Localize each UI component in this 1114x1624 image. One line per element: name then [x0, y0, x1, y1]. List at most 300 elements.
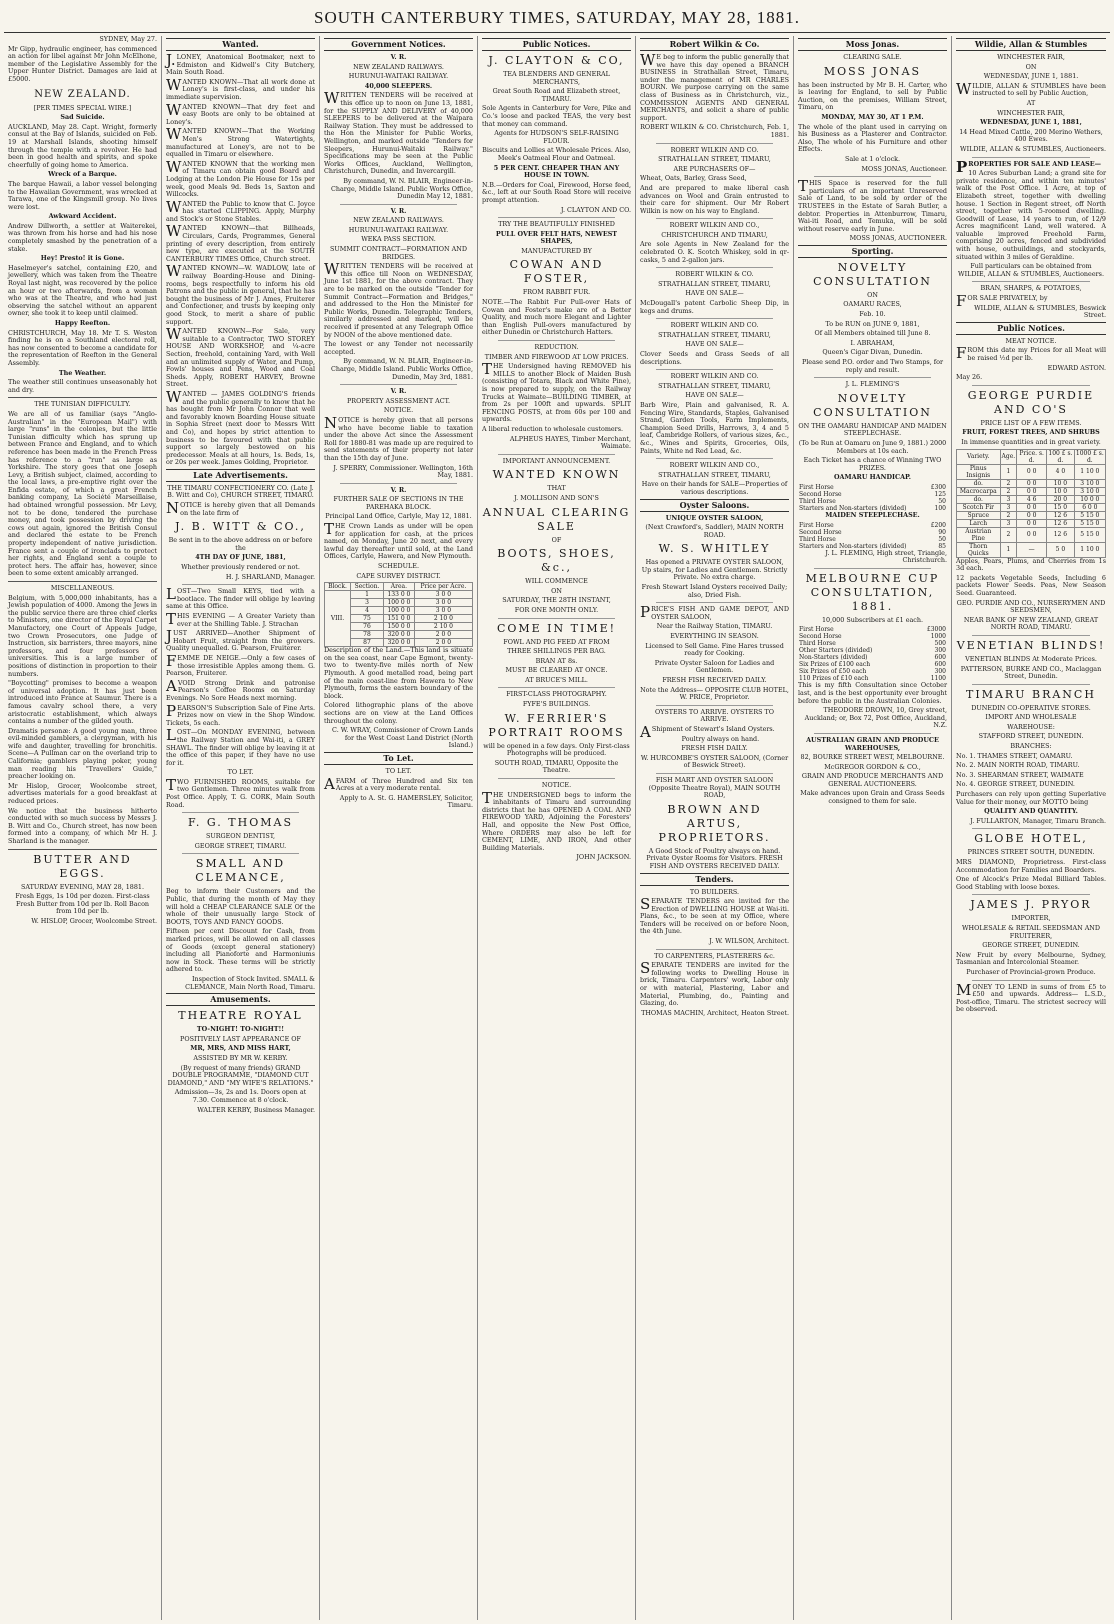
ad-text: (By request of many friends) GRAND DOUBLE PROGRAMME, "DIAMOND CUT DIAMOND," AND "MY WIFE'S RELATIONS." [167, 1063, 314, 1087]
ad-text: Make advances upon Grain and Grass Seeds consigned to them for sale. [800, 789, 945, 806]
ad-text: AT BRUCE'S MILL. [525, 675, 588, 684]
ad-text: ON [867, 290, 878, 299]
table-cell: First Horse [799, 521, 834, 529]
divider [656, 949, 773, 950]
ad-text: Be sent in to the above address on or before the [168, 536, 313, 552]
table-cell: Larch [957, 519, 1001, 527]
table-cell: First Horse [799, 626, 834, 634]
ad-title: TIMBER AND FIREWOOD AT LOW PRICES. [484, 352, 629, 361]
ad-text: WANTED KNOWN—That dry feet and easy Boots are only to be obtained at Loney's. [166, 100, 315, 126]
table-cell: 0 0 [1017, 527, 1047, 542]
ad-text: BRANCHES: [1010, 742, 1052, 751]
table-row [798, 661, 947, 668]
ad-text: 10 Acres Suburban Land; a grand site for private residence, and within ten minutes' walk of the Post Office. 1 Acre, at top of Elizabeth street, together with dwelling house. 1 Section in Regent street, off North street, together with 5-roomed dwelling. Goodwill of Lease, 14 years to run, of 12/9 Acres magnificent Land, well watered. A valuable improved Freehold Farm, comprising 20 acres, fenced and subdivided with house, outbuildings, and stockyards, situated within 3 miles of Geraldine. [956, 169, 1106, 261]
table-row [325, 591, 473, 599]
table-cell: 0 0 [1017, 464, 1047, 479]
table-cell: — [1017, 542, 1047, 557]
ad-title: PRICE'S FISH AND GAME DEPOT, AND OYSTER SALOON, [640, 603, 789, 622]
ad-text: TWO FURNISHED ROOMS, suitable for two Gentlemen. Three minutes walk from Post Office. Apply, T. G. CORK, Main South Road. [166, 775, 315, 809]
ad-text: VENETIAN BLINDS At Moderate Prices. [965, 654, 1097, 663]
ad-text: Admission—3s, 2s and 1s. Doors open at 7.30. Commence at 8 o'clock. [174, 1088, 307, 1104]
ad-title: COWAN AND FOSTER, [509, 258, 604, 286]
land-schedule-table [324, 582, 473, 647]
ad-signature: J. FULLARTON, Manager, Timaru Branch. [970, 816, 1106, 825]
table-cell: 78 [350, 631, 383, 639]
ad-signature: PATTERSON, BURKE AND CO., Maclaggan Street, Dunedin. [960, 664, 1102, 681]
ad-title: FIRST-CLASS PHOTOGRAPHY. [506, 690, 607, 699]
ad-text: PULL OVER FELT HATS, NEWEST SHAPES, [495, 229, 618, 246]
ad-title: THE TIMARU CONFECTIONERY CO. (Late J. B. Witt and Co), CHURCH STREET, TIMARU. [167, 483, 314, 500]
table-row [798, 654, 947, 661]
ad-text: THIS EVENING — A Greater Variety than ever at the Shilling Table. J. Strachan [166, 610, 315, 628]
ad-text: EVERYTHING IN SEASON. [670, 632, 759, 641]
ad-text: will be opened in a few days. Only First-class Photographs will be produced. [483, 741, 630, 758]
ad-text: has been instructed by Mr B. H. Carter, who is leaving for England, to sell by Public Auction, on the premises, William Street, Timaru, on [798, 80, 947, 112]
ad-text: WE beg to inform the public generally that we have this day opened a BRANCH BUSINESS in Strathallan Street, Timaru, under the management of MR CHARLES BOURN. We purpose carrying on the same class of Business as in Christchurch, viz., COMMISSION AGENTS AND GENERAL MERCHANTS, and solicit a share of public support. [640, 51, 789, 122]
article-paragraph: Belgium, with 5,000,000 inhabitants, has a Jewish population of 4000. Among the Jews in the public service there are three chief clerks to Ministers, one director of the Royal Carpet Manufactory, one Court of Appeals Judge, two Crown Prosecutors, one Judge of Instruction, six barristers, three mayors, nine professors, and four professors of universities. This is a large number of positions of distinction in proportion to their numbers. [8, 593, 158, 678]
table-cell: 2 [1000, 487, 1017, 495]
ad-text: 14 Head Mixed Cattle, 200 Merino Wethers, 400 Ewes. [959, 127, 1103, 144]
ad-text: HAVE ON SALE— [685, 391, 744, 400]
table-row [957, 495, 1106, 503]
table-cell: 600 [934, 661, 946, 669]
notice-title: WEKA PASS SECTION. [361, 235, 436, 244]
table-cell: 4 [350, 607, 383, 615]
table-cell: 0 0 [1017, 511, 1047, 519]
ad-text: Barb Wire, Plain and galvanised, R. A. Fencing Wire, Standards, Staples, Galvanised Strand, Garden Tools, Farm Implements, Champion Seed Drills, Harrows, 3, 4 and 5 leaf, Cambridge Rollers, of various sizes, &c., &c., Wines and Spirits, Groceries, Oils, Paints, White nd Red Lead, &c. [640, 400, 789, 455]
column-news [4, 36, 162, 1620]
ad-text: ON [551, 586, 562, 595]
table-cell: 10 0 [1047, 479, 1074, 487]
table-cell: 100 0 0 [384, 607, 415, 615]
ad-text: SEPARATE TENDERS are invited for the Erection of DWELLING HOUSE at Wai-iti. Plans, &c., to be seen at my Office, where Tenders will be received on or before Noon, the 4th June. [640, 895, 789, 936]
wire-credit: [PER TIMES SPECIAL WIRE.] [33, 103, 132, 112]
ad-text: AVOID Strong Drink and patronise Pearson's Coffee Rooms on Saturday Evenings. No Sore Heads next morning. [166, 676, 315, 702]
ad-title: ROBERT WILKIN AND CO., [669, 461, 760, 470]
ad-text: Whether previously rendered or not. [181, 563, 300, 572]
table-cell: 500 [934, 640, 946, 648]
ad-title: ROBERT WILKIN AND CO. [670, 145, 759, 154]
ad-text: WANTED KNOWN—That all work done at Loney's is first-class, and under his immediate supervision. [166, 75, 315, 101]
divider [656, 267, 773, 268]
table-row [798, 626, 947, 633]
ad-text: WILDIE, ALLAN & STUMBLES have been instructed to sell by Public Auction, [956, 79, 1106, 98]
ad-text: WAREHOUSE: [1007, 722, 1055, 731]
ad-title: WINCHESTER FAIR, [997, 53, 1065, 61]
table-cell: 10 0 0 [1074, 495, 1105, 503]
ad-text: (To be Run at Oamaru on June 9, 1881.) 2000 Members at 10s each. [798, 439, 947, 455]
ad-title: TO BUILDERS. [689, 887, 740, 896]
ad-title: BUTTER AND EGGS. [33, 852, 132, 880]
table-cell: 10 0 [1047, 487, 1074, 495]
ad-title: DUNEDIN CO-OPERATIVE STORES. [971, 703, 1091, 712]
section-title: NEW ZEALAND. [34, 88, 131, 100]
table-row [957, 542, 1106, 557]
table-cell: Second Horse [799, 528, 842, 536]
ad-title: McGREGOR GORDON & CO., [824, 762, 921, 771]
table-cell: Third Horse [799, 640, 836, 648]
table-cell: 5 15 0 [1074, 519, 1105, 527]
divider [814, 377, 931, 378]
table-header-cell: Price. s. d. [1017, 449, 1047, 464]
ad-text: WANTED KNOWN—For Sale, very suitable to a Contractor, TWO STOREY HOUSE AND WORKSHOP, and ¼-acre Section, freehold, containing Yard, with Well and an unlimited supply of Water, and Pump, Fowls' houses and Pens, Wood and Coal Sheds. Apply, ROBERT HARVEY, Browne Street. [166, 325, 315, 389]
section-header: Wanted. [166, 38, 315, 51]
notice-text: The lowest or any Tender not necessarily accepted. [324, 340, 473, 356]
notice-text: NOTICE is hereby given that all persons who have become liable to taxation under the above Act since the Assessment Roll for 1880-81 was made up are required to send statements of their property not later than the 15th day of June. [324, 413, 473, 462]
table-cell: Spruce [957, 511, 1001, 519]
ad-text: N.B.—Orders for Coal, Firewood, Horse feed, &c., left at our South Road Store will receive prompt attention. [482, 180, 631, 204]
ad-text: OAMARU RACES, [843, 300, 902, 309]
ad-address: 82, BOURKE STREET WEST, MELBOURNE. [800, 753, 945, 762]
table-cell: 2 10 0 [414, 623, 472, 631]
notice-title: SUMMIT CONTRACT—FORMATION AND BRIDGES. [330, 245, 467, 261]
divider [972, 828, 1090, 829]
ad-text: Are sole Agents in New Zealand for the celebrated O. K. Scotch Whiskey, sold in qr-casks, 5 and 2-gallon jars. [640, 240, 789, 264]
ad-address: (Next Crawford's, Saddler), MAIN NORTH ROAD. [645, 523, 784, 539]
ad-text: ON [1025, 62, 1037, 71]
table-cell: 3 0 0 [414, 607, 472, 615]
ad-signature: W. HURCOMBE'S OYSTER SALOON, (Corner of Beswick Street). [640, 753, 789, 770]
ad-text: PEARSON'S Subscription Sale of Fine Arts. Prizes now on view in the Shop Window. Tickets, 5s each. [166, 701, 315, 727]
price-list-table [956, 449, 1106, 558]
divider [340, 204, 457, 205]
ad-text: ASSISTED BY MR W. KERBY. [193, 1053, 288, 1062]
table-cell: 3 [1000, 495, 1017, 503]
table-title: SCHEDULE. [378, 562, 419, 571]
ad-date: MONDAY, MAY 30, AT 1 P.M. [821, 112, 924, 121]
table-row [798, 491, 947, 498]
ad-signature: J. L. FLEMING, High street, Triangle, Christchurch. [825, 548, 947, 565]
ad-title: TO LET. [385, 766, 412, 775]
table-row [798, 536, 947, 543]
article-paragraph: Mr Hislop, Grocer, Woolcombe street, advertises materials for a good breakfast at reduced prices. [8, 781, 157, 806]
news-paragraph: CHRISTCHURCH, May 18. Mr T. S. Weston finding he is on a Southland electoral roll, has now consented to become a candidate for the representation of Reefton in the General Assembly. [8, 328, 157, 367]
ad-text: NOTE.—The Rabbit Fur Pull-over Hats of Cowan and Foster's make are of a Better Quality, and much more Elegant and Lighter than English Pull-overs manufactured by either Dunedin or Christchurch Hatters. [482, 298, 631, 337]
news-headline: Happy Reefton. [54, 319, 111, 327]
ad-text: WHOLESALE & RETAIL SEEDSMAN AND FRUITERER, [961, 923, 1101, 940]
ad-address: STRATHALLAN STREET, TIMARU, [658, 279, 771, 288]
table-header-cell: Area. [384, 583, 415, 591]
table-row [798, 647, 947, 654]
table-row [957, 511, 1106, 519]
table-cell: 125 [934, 490, 946, 498]
table-cell: 90 [938, 528, 946, 536]
ad-text: Each Ticket has a chance of Winning TWO PRIZES. [803, 456, 942, 472]
masthead-rule [4, 32, 1110, 33]
ad-text: MAIDEN STEEPLECHASE. [825, 510, 920, 519]
ad-title: VENETIAN BLINDS! [956, 638, 1106, 652]
ad-signature: W. HISLOP, Grocer, Woolcombe Street. [31, 916, 157, 925]
ad-text: FYFE'S BUILDINGS. [522, 700, 591, 709]
column-wildie [952, 36, 1110, 1620]
table-cell: 600 [934, 654, 946, 662]
ad-title: PROPERTIES FOR SALE AND LEASE— [956, 157, 1102, 176]
notice-text: WRITTEN TENDERS will be received at this office till Noon on WEDNESDAY, June 1st 1881, for the above contract. They are to be marked on the outside "Tender for Summit Contract—Formation and Bridges," and addressed to the Hon the Minister for Public Works, Dunedin. Telegraphic Tenders, similarly addressed and marked, will be received if presented at any Telegraph Office by NOON of the above mentioned date. [324, 260, 473, 339]
table-cell: 0 0 [1017, 479, 1047, 487]
ad-title: TO CARPENTERS, PLASTERERS &c. [654, 951, 775, 960]
divider [972, 635, 1090, 636]
table-cell: 1 10 0 [1074, 542, 1105, 557]
section-header: Public Notices. [956, 322, 1106, 335]
ad-text: LOST—On MONDAY EVENING, between the Railway Station and Wai-iti, a GREY SHAWL. The finder will oblige by leaving it at the office of this paper, if they have no use for it. [166, 726, 315, 767]
divider [498, 217, 615, 218]
table-cell: 0 0 [1017, 487, 1047, 495]
ad-text: WANTED the Public to know that C. Joyce has started CLIPPING. Apply, Murphy and Stock's or Stone Stables. [166, 197, 315, 223]
divider [656, 458, 773, 459]
ad-title: COME IN TIME! [496, 621, 617, 635]
ad-text: And are prepared to make liberal cash advances on Wool and Grain entrusted to their care for shipment. Our Mr Robert Wilkin is now on his way to England. [640, 183, 789, 215]
ad-text: FOWL AND PIG FEED AT FROM [503, 637, 610, 646]
table-row [798, 522, 947, 529]
ad-signature: J. W. WILSON, Architect. [709, 937, 789, 946]
ad-address: STAFFORD STREET, DUNEDIN. [978, 732, 1084, 741]
table-cell: 300 [934, 668, 946, 676]
ad-text: JUST ARRIVED—Another Shipment of Hobart Fruit, straight from the growers. Quality unequalled. G. Pearson, Fruiterer. [166, 627, 315, 653]
ad-text: HAVE ON SALE— [685, 340, 744, 349]
ad-address: GEORGE STREET, TIMARU. [194, 841, 287, 850]
table-header-cell: Section. [350, 583, 383, 591]
ad-signature: WILDIE, ALLAN & STUMBLES, Beswick Street. [974, 303, 1106, 320]
table-cell: 2 10 0 [414, 615, 472, 623]
table-cell: do. [957, 495, 1001, 503]
ad-text: FRESH FISH RECEIVED DAILY. [662, 676, 767, 684]
ad-text: Purchaser of Provincial-grown Produce. [966, 967, 1096, 976]
ad-text: SEPARATE TENDERS are invited for the following works to Dwelling House in brick, Timaru. Carpenters' work, Labor only or with material, Plastering, Labor and Material, Plumbing, do., Painting and Glazing, do. [640, 959, 789, 1008]
list-item: No. 4. GEORGE STREET, DUNEDIN. [956, 780, 1075, 789]
ad-address: Near the Railway Station, TIMARU. [656, 622, 773, 631]
ad-title: GLOBE HOTEL, [974, 832, 1088, 846]
notice-signature: C. W. WRAY, Commissioner of Crown Lands for the West Coast Land District (North Island.) [332, 726, 473, 750]
divider [972, 157, 1090, 158]
column-wanted [162, 36, 320, 1620]
ad-text: HAVE ON SALE— [685, 289, 744, 298]
column-jonas [794, 36, 952, 1620]
ad-signature: WALTER KERBY, Business Manager. [197, 1105, 315, 1114]
table-cell: 1000 [930, 633, 946, 641]
notice-title: PROPERTY ASSESSMENT ACT. [346, 396, 451, 405]
ad-text: New Fruit by every Melbourne, Sydney, Tasmanian and Intercolonial Steamer. [956, 950, 1106, 967]
notice-dateline: Principal Land Office, Carlyle, May 12, 1881. [325, 512, 472, 521]
ad-date: SATURDAY EVENING, MAY 28, 1881. [20, 882, 145, 891]
divider [972, 980, 1090, 981]
ad-text: GRAIN AND PRODUCE MERCHANTS AND GENERAL AUCTIONEERS. [801, 772, 944, 788]
table-cell: Macrocarpa [957, 487, 1001, 495]
ad-signature: GEO. PURDIE AND CO., NURSERYMEN AND SEEDSMEN, [956, 598, 1106, 615]
table-cell: 12 6 [1047, 511, 1074, 519]
ad-text: THE Undersigned having REMOVED his MILLS to another Block of Maiden Bush (consisting of Totara, Black and White Pine), is now prepared to supply, on the Railway Trucks at Waimate—BUILDING TIMBER, at from 2s per 100ft and upwards. SPLIT FENCING POSTS, at from 60s per 100 and upwards. [482, 360, 631, 424]
ad-text: Wheat, Oats, Barley, Grass Seed, [640, 174, 747, 183]
divider [656, 773, 773, 774]
ad-title: GEORGE PURDIE AND CO'S [967, 388, 1095, 416]
ad-title: WANTED KNOWN [492, 468, 621, 482]
table-row [957, 479, 1106, 487]
ad-signature: WILDIE, ALLAN & STUMBLES, Auctioneers. [960, 144, 1106, 153]
news-paragraph: Haselmeyer's satchel, containing £20, and jewellery, which was taken from the Theatre Royal last night, was recovered by the police an hour or two afterwards, from a woman who was at the Theatre, and who had just observing the satchel without an apparent owner, she took it to keep until claimed. [8, 263, 157, 318]
divider [498, 340, 615, 341]
ad-title: IMPORTANT ANNOUNCEMENT. [502, 456, 611, 465]
news-paragraph: The barque Hawaii, a labor vessel belonging to the Hawaiian Government, was wrecked at Tarawa, one of the Kingsmill group. No lives were lost. [8, 179, 157, 211]
ad-signature: ALPHEUS HAYES, Timber Merchant, Waimate. [509, 434, 631, 451]
ad-text: MR, MRS, AND MISS HART, [190, 1044, 291, 1053]
table-cell: 151 0 0 [384, 615, 415, 623]
news-paragraph: Andrew Dillworth, a settler at Waiterekei, was thrown from his horse and had his nose completely smashed by the penetration of a stake. [8, 221, 157, 253]
table-cell: 87 [350, 639, 383, 647]
ad-title: BOOTS, SHOES, &c., [497, 547, 616, 575]
ad-text: Of all Members obtained till June 8. [814, 329, 931, 338]
table-cell: Non-Starters (divided) [799, 654, 868, 662]
ad-text: Beg to inform their Customers and the Public, that during the month of May they will hold a CHEAP CLEARANCE SALE Of the whole of their unusually large Stock of BOOTS, TOYS AND FANCY GOODS. [166, 887, 315, 926]
ad-signature: EDWARD ASTON. [1047, 363, 1106, 372]
ad-title: NOVELTY CONSULTATION [813, 260, 932, 288]
ad-address: SOUTH ROAD, TIMARU, Opposite the Theatre. [494, 758, 619, 775]
ad-text: TRY THE BEAUTIFULLY FINISHED [498, 220, 615, 229]
table-cell: 12 6 [1047, 527, 1074, 542]
ad-title: BRAN, SHARPS, & POTATOES, [980, 284, 1082, 293]
ad-text: Sale at 1 o'clock. [844, 154, 901, 163]
table-cell: 12 6 [1047, 519, 1074, 527]
table-cell: 3 [1000, 503, 1017, 511]
notice-title: NEW ZEALAND RAILWAYS. [353, 216, 444, 225]
ad-address: Great South Road and Elizabeth street, TIMARU. [492, 87, 621, 103]
ad-title: JAMES J. PRYOR [970, 898, 1092, 912]
table-cell: 85 [938, 542, 946, 550]
table-cell: 5 15 0 [1074, 527, 1105, 542]
table-cell: 100 [934, 504, 946, 512]
list-item: No. 1. THAMES STREET, OAMARU. [956, 751, 1073, 760]
article-paragraph: We are all of us familiar (says "Anglo-Australian" in the "European Mail") with large "runs" in the colonies, but the little Tunisian difficulty which has sprung up between France and England, and to which reference has been made in the French Press has reference to a "run" as large as Yorkshire. The story goes that one Joseph Levy, a British subject, claimed, according to the local laws, a pre-emptive right over the Enfida estate, of which a great French banking company, La Société Marseillaise, had obtained wrongful possession. Mr Levy, not to be done, tendered the purchase money, and took possession by driving the cows out again, ignored the British Consul and declared the estate to be French property independent of native jurisdiction. France sent a couple of ironclads to protect her rights, and England sent a couple to protect hers. The affair has, however, since been to some extent amicably arranged. [8, 409, 157, 578]
ad-text: OAMARU HANDICAP. [833, 473, 912, 482]
ad-title: W. FERRIER'S PORTRAIT ROOMS [488, 711, 625, 739]
ad-text: WANTED KNOWN that the working men of Timaru can obtain good Board and Lodging at the London Pie House for 15s per week, good Meals 9d. Beds 1s, Saxton and Willcocks. [166, 157, 315, 199]
table-header-cell: Price per Acre. [414, 583, 472, 591]
notice-title: HURUNUI-WAITAKI RAILWAY. [348, 225, 449, 234]
ad-text: A Good Stock of Poultry always on hand. Private Oyster Rooms for Visitors. FRESH FISH AND OYSTERS RECEIVED DAILY. [646, 846, 783, 870]
table-cell: 3 [1000, 519, 1017, 527]
ad-title: ROBERT WILKIN & CO. [675, 270, 754, 279]
ad-text: MRS DIAMOND, Proprietress. First-class Accommodation for Families and Boarders. [956, 858, 1106, 874]
ad-text: This is my fifth Consultation since October last, and is the best opportunity ever brought before the public in the Australian Colonies. [798, 681, 947, 705]
ad-title: REDUCTION. [534, 343, 579, 352]
table-cell: do. [957, 479, 1001, 487]
table-cell: 2 [1000, 479, 1017, 487]
ad-signature: I. ABRAHAM, [850, 338, 895, 347]
table-cell: Starters and Non-starters (divided) [799, 504, 907, 512]
news-paragraph: The weather still continues unseasonably hot and dry. [8, 378, 157, 394]
article-title: MISCELLANEOUS. [50, 584, 115, 592]
ad-text: Biscuits and Lollies at Wholesale Prices. Also, Meek's Oatmeal Flour and Oatmeal. [482, 146, 631, 162]
table-cell: 150 0 0 [384, 623, 415, 631]
table-cell: 100 0 0 [384, 599, 415, 607]
ad-text: NOTICE is hereby given that all Demands on the late firm of [166, 499, 315, 518]
table-cell: Six Prizes of £100 each [799, 661, 871, 669]
ad-text: Licensed to Sell Game. Fine Hares trussed ready for Cooking. [645, 641, 784, 658]
ad-text: Has opened a PRIVATE OYSTER SALOON, Up stairs, for Ladies and Gentlemen. Strictly Private. No extra charge. [641, 558, 788, 582]
ad-title: ROBERT WILKIN AND CO. [670, 372, 759, 381]
prize-table [798, 626, 947, 682]
news-headline: Awkward Accident. [48, 212, 117, 221]
ad-text: Fifteen per cent Discount for Cash, from marked prices, will be allowed on all classes of Goods (except general stationery) including all Pianoforte and Harmoniums now in Stock. These terms will be strictly adhered to. [166, 927, 315, 974]
ad-text: MONEY TO LEND in sums of from £5 to £50 and upwards. Address— L.S.D., Post-office, Timaru. The strictest secrecy will be observed. [956, 980, 1106, 1014]
ad-text: In immense quantities and in great variety. [961, 437, 1101, 446]
ad-text: J. L. FLEMING'S [845, 380, 900, 389]
ad-text: FROM RABBIT FUR. [522, 288, 591, 297]
divider [498, 687, 615, 688]
ad-text: FROM this date my Prices for all Meat will be raised ½d per lb. [956, 344, 1106, 363]
ad-title: CLEARING SALE. [843, 53, 902, 61]
ad-text: MANUFACTURED BY [521, 246, 592, 255]
column-government [320, 36, 478, 1620]
divider [8, 849, 157, 850]
ad-signature: ROBERT WILKIN & CO. Christchurch, Feb. 1, 1881. [640, 123, 789, 139]
table-cell: Second Horse [799, 490, 842, 498]
column-public-notices [478, 36, 636, 1620]
divider [656, 218, 773, 219]
divider [814, 733, 931, 734]
ad-text: Full particulars can be obtained from WILDIE, ALLAN & STUMBLES, Auctioneers. [958, 262, 1104, 278]
table-cell: Austrian Pine [957, 527, 1001, 542]
news-paragraph: AUCKLAND, May 28. Capt. Wright, formerly consul at the Bay of Islands, suicided on Feb. 19 at Marshall Islands, shooting himself through the temple with a revolver. He had been in good health and spirits, and spoke cheerfully of going home to America. [8, 122, 157, 169]
table-cell: Third Horse [799, 535, 836, 543]
ad-title: WINCHESTER FAIR, [997, 108, 1065, 117]
ad-signature: Apply to A. St. G. HAMERSLEY, Solicitor, Timaru. [339, 793, 473, 810]
table-header-cell: Age. [1000, 449, 1017, 464]
table-row [798, 633, 947, 640]
ad-text: LOST—Two Small KEYS, tied with a bootlace. The finder will oblige by leaving same at this Office. [166, 585, 315, 611]
section-header: Government Notices. [324, 38, 473, 51]
article-paragraph: We notice that the business hitherto conducted with so much success by Messrs J. B. Witt and Co., Church street, has now been formed into a company, of which Mr H. J. Sharland is the manager. [8, 806, 157, 845]
section-header: Late Advertisements. [166, 469, 315, 482]
table-cell: 1 10 0 [1074, 464, 1105, 479]
ad-text: WANTED KNOWN—W. WADLOW, late of railway Boarding-House and Dining-rooms, begs respectfully to inform his old Patrons and the public in general, that he has bought the business of Mr J. Ames, Fruiterer and Confectioner, and trusts by keeping only good Stock, to merit a share of public support. [166, 262, 315, 326]
table-cell: Thorn Quicks [957, 542, 1001, 557]
ad-address: STRATHALLAN STREET, TIMARU, [658, 381, 771, 390]
table-cell: 76 [350, 623, 383, 631]
ad-text: QUALITY AND QUANTITY. [984, 807, 1078, 816]
ad-text: THREE SHILLINGS PER BAG. [507, 647, 606, 656]
table-cell: 0 0 [1017, 503, 1047, 511]
notice-signature: By command, W. N. BLAIR, Engineer-in-Charge, Middle Island. Public Works Office, Dunedin May 12, 1881. [330, 176, 473, 201]
ad-text: Purchasers can rely upon getting Superlative Value for their money, our MOTTO being [956, 790, 1106, 806]
ad-text: TEA BLENDERS AND GENERAL MERCHANTS, [503, 70, 610, 86]
divider [340, 384, 457, 385]
ad-title: NOTICE. [541, 781, 572, 790]
ad-date: 4TH DAY OF JUNE, 1881, [195, 553, 286, 562]
ad-text: OF [551, 535, 562, 544]
table-cell: 50 [938, 535, 946, 543]
crown-mark: V. R. [390, 206, 407, 215]
news-headline: Sad Suicide. [60, 113, 105, 122]
ad-text: To be RUN on JUNE 9, 1881, [825, 319, 920, 328]
table-cell: 2 0 0 [414, 639, 472, 647]
notice-text: Description of the Land.—This land is situate on the sea coast, near Cape Egmont, twenty-two to twenty-five miles north of New Plymouth. A good metalled road, being part of the main coast-line from Hawera to New Plymouth, forms the eastern boundary of the block. [324, 646, 473, 700]
masthead: SOUTH CANTERBURY TIMES, SATURDAY, MAY 28, 1881. [314, 8, 800, 27]
table-cell: 1 [1000, 542, 1017, 557]
ad-text: WANTED KNOWN—that Billheads, Circulars, Cards, Programmes, General printing of every description, from entirely new type, are executed at the SOUTH CANTERBURY TIMES Office, Church street. [166, 222, 315, 263]
table-cell: Scotch Fir [957, 503, 1001, 511]
divider [182, 812, 299, 813]
table-cell: £300 [930, 483, 946, 491]
ad-text: FOR ONE MONTH ONLY. [514, 605, 599, 614]
ad-text: Please send P.O. order and Two Stamps, for reply and result. [801, 358, 944, 374]
ad-signature: MOSS JONAS, Auctioneer. [861, 164, 947, 173]
ad-text: McDougall's patent Carbolic Sheep Dip, in kegs and drums. [640, 299, 789, 315]
table-cell: 3 10 0 [1074, 487, 1105, 495]
divider [498, 778, 615, 779]
notice-title: NEW ZEALAND RAILWAYS. [353, 62, 444, 71]
ad-title: TO LET. [227, 768, 254, 777]
notice-text: THE Crown Lands as under will be open for application for cash, at the prices named, on Monday, June 20 next, and every lawful day thereafter until sold, at the Land Offices, Carlyle, Hawera, and New Plymouth. [324, 520, 473, 561]
page-columns [4, 36, 1110, 1620]
